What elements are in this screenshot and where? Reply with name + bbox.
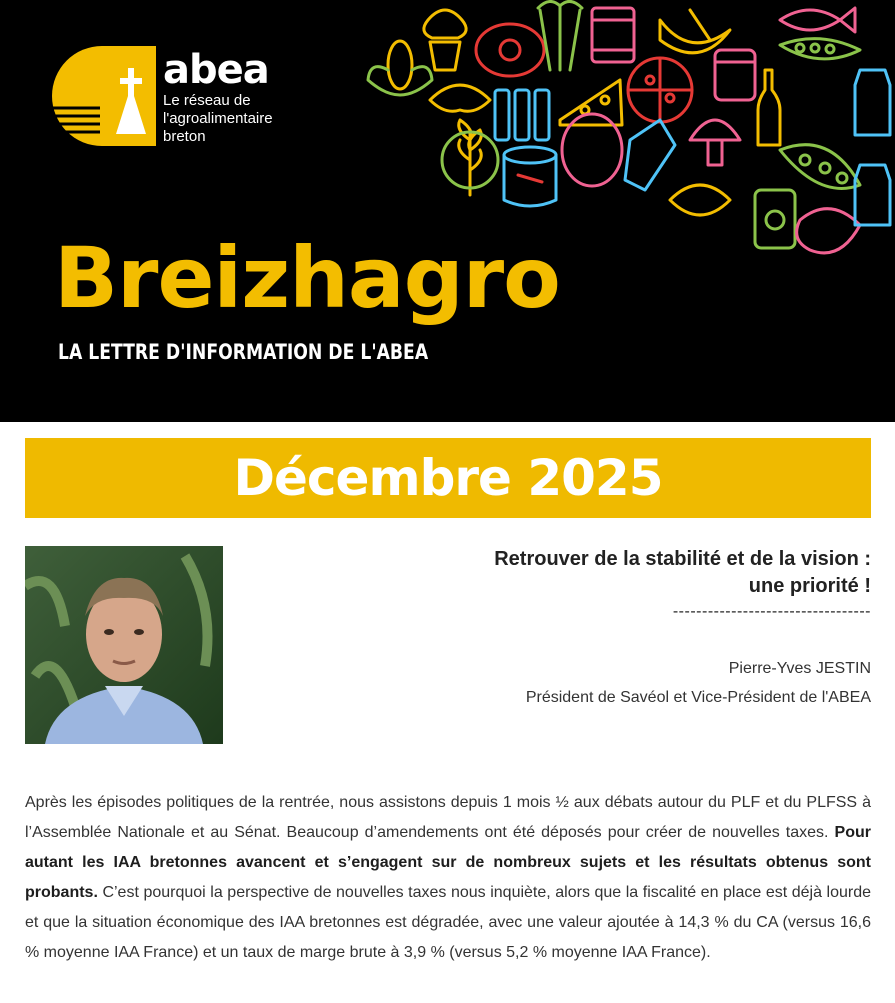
editorial-title-line-2: une priorité ! bbox=[748, 575, 871, 597]
author-photo bbox=[25, 546, 223, 744]
pizza-icon bbox=[628, 58, 692, 122]
tagline-line-2: l'agroalimentaire bbox=[163, 110, 273, 127]
cupcake-icon bbox=[424, 10, 466, 70]
pea-pod-icon bbox=[780, 145, 860, 189]
abea-logo-icon bbox=[50, 44, 160, 148]
brand-tagline bbox=[163, 92, 273, 146]
jar-icon bbox=[715, 50, 755, 100]
tagline-line-1: Le réseau de bbox=[163, 92, 251, 109]
fish-icon bbox=[780, 8, 855, 32]
bottles-icon bbox=[495, 90, 549, 140]
body-text-part-2: C’est pourquoi la perspective de nouvelles taxes nous inquiète, alors que la fiscalité en place est déjà lourde et que la situation économique des IAA bretonnes est dégradée, avec une valeur ajoutée à 14,3 % du CA (versus 16,6 % moyenne IAA France) et un taux de marge brute à 3,9 % (versus 5,2 % moyenne IAA France). bbox=[25, 884, 871, 961]
author-role: Président de Savéol et Vice-Président de l'ABEA bbox=[525, 689, 871, 706]
issue-month: Décembre 2025 bbox=[233, 449, 663, 507]
tagline-line-3: breton bbox=[163, 128, 206, 145]
newsletter-subtitle: LA LETTRE D'INFORMATION DE L'ABEA bbox=[58, 340, 429, 364]
issue-date-bar bbox=[25, 438, 871, 518]
tin-icon bbox=[504, 147, 556, 206]
celery-icon bbox=[538, 1, 582, 70]
peas-icon bbox=[780, 39, 860, 59]
cheese-icon bbox=[560, 80, 622, 125]
wheat-icon bbox=[442, 120, 498, 195]
editorial-body bbox=[25, 788, 871, 968]
mushroom-icon bbox=[690, 120, 740, 165]
can-icon bbox=[592, 8, 634, 62]
drink-carton-icon bbox=[855, 70, 890, 135]
header-banner bbox=[0, 0, 895, 422]
editorial-title bbox=[351, 546, 871, 600]
body-text-bold: Pour autant les IAA bretonnes avancent et s’engagent sur de nombreux sujets et les résultats obtenus sont probants. bbox=[25, 824, 871, 901]
ham-icon bbox=[476, 24, 544, 76]
carton-icon bbox=[855, 165, 890, 225]
wine-bottle-icon bbox=[758, 70, 780, 145]
pickle-jar-icon bbox=[755, 190, 795, 248]
corn-icon bbox=[368, 41, 432, 95]
banana-icon bbox=[660, 10, 730, 53]
brand-name: abea bbox=[163, 47, 269, 93]
steak-icon bbox=[797, 209, 860, 253]
pasta-icon bbox=[670, 185, 730, 215]
editorial-title-line-1: Retrouver de la stabilité et de la vision : bbox=[494, 548, 871, 570]
milk-bottle-icon bbox=[625, 120, 675, 190]
body-text-part-1: Après les épisodes politiques de la rentrée, nous assistons depuis 1 mois ½ aux débats autour du PLF et du PLFSS à l’Assemblée Nationale et au Sénat. Beaucoup d’amendements ont été déposés pour créer de nouvelles taxes. bbox=[25, 794, 871, 841]
croissant-icon bbox=[430, 85, 490, 111]
title-separator: ---------------------------------- bbox=[672, 603, 871, 620]
author-name: Pierre-Yves JESTIN bbox=[728, 660, 871, 677]
masthead-title: Breizhagro bbox=[54, 229, 560, 327]
